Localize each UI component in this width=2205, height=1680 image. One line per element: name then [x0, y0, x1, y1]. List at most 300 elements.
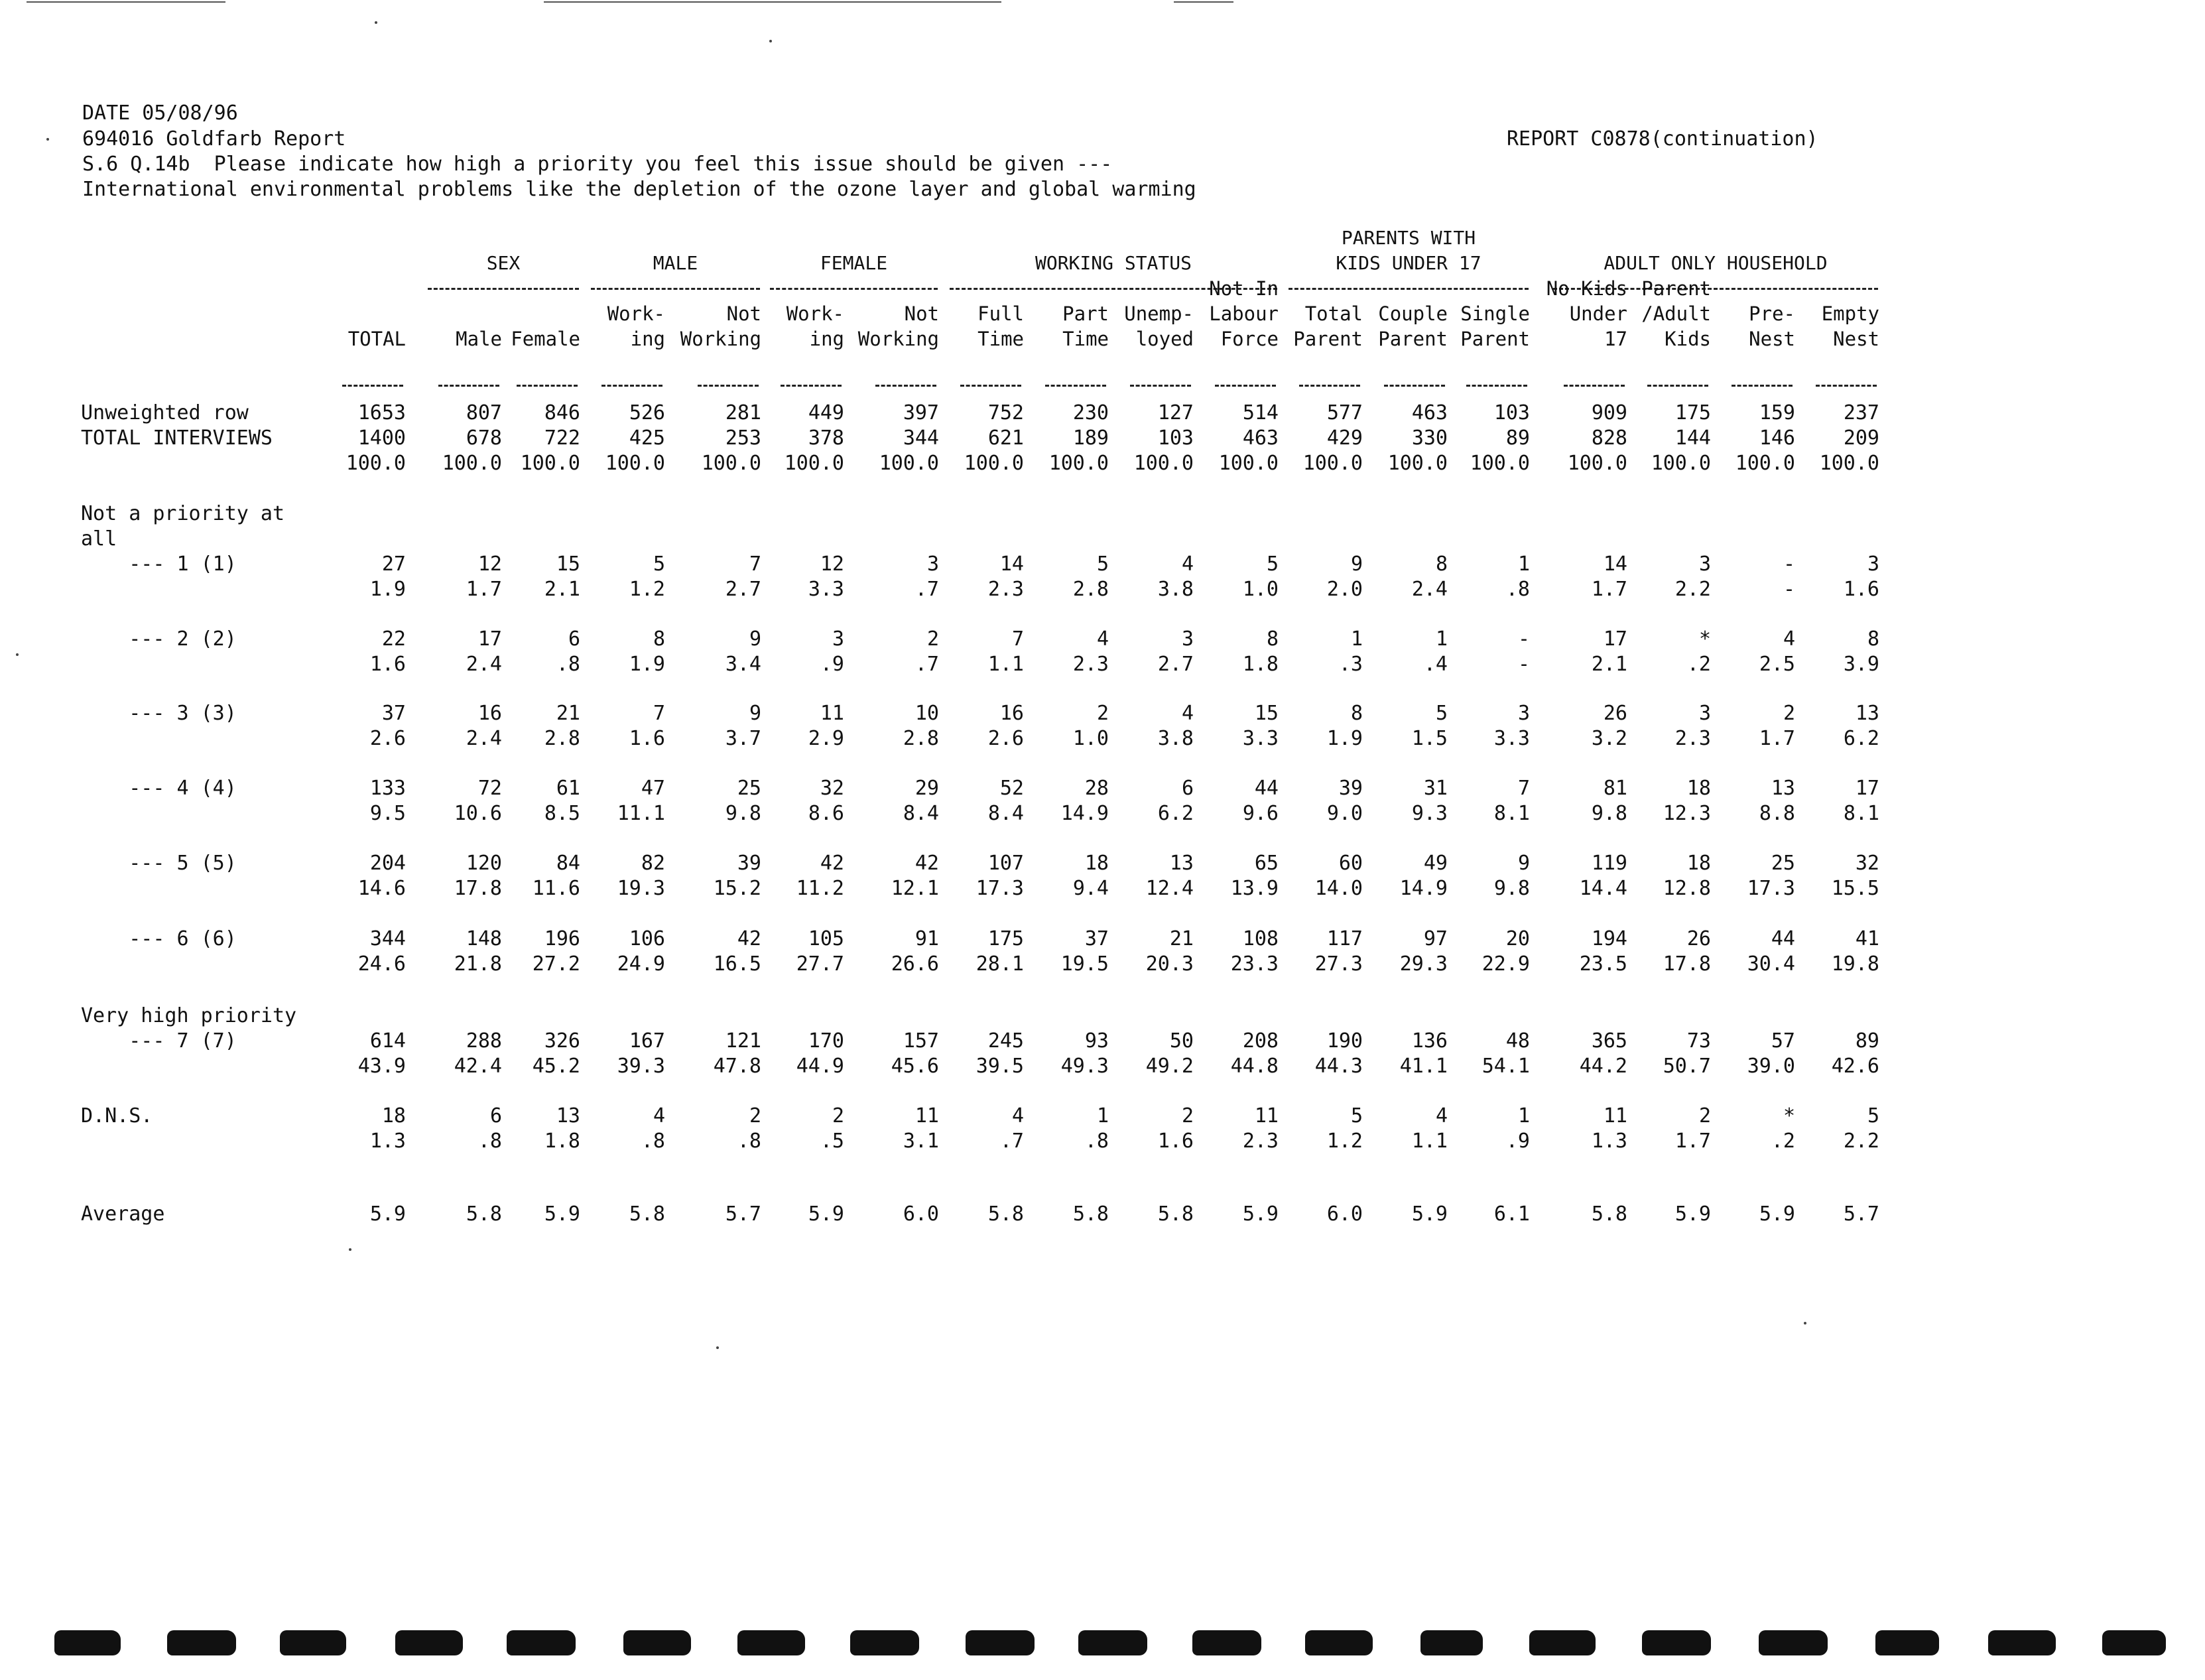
table-cell: 194	[1591, 927, 1627, 950]
column-header: Empty Nest	[1821, 302, 1879, 350]
table-cell: 449	[808, 401, 844, 424]
table-cell: 29	[914, 777, 939, 800]
scan-speck	[16, 653, 19, 656]
table-cell: 44.8	[1230, 1055, 1279, 1078]
row-label: Unweighted row	[81, 401, 249, 424]
table-cell: .3	[1338, 653, 1363, 676]
column-header: Work- ing	[607, 302, 665, 350]
table-cell: 23.5	[1579, 952, 1627, 976]
table-cell: 5.9	[1242, 1202, 1279, 1226]
table-cell: 1	[1517, 1104, 1530, 1128]
table-cell: 100.0	[1048, 452, 1109, 475]
table-cell: 3.1	[903, 1130, 939, 1153]
table-cell: 84	[556, 852, 580, 875]
row-label: Average	[81, 1202, 165, 1226]
table-cell: 1.8	[1242, 653, 1279, 676]
table-cell: 14	[999, 552, 1024, 576]
row-label: --- 6 (6)	[81, 927, 237, 950]
table-cell: 60	[1338, 852, 1363, 875]
table-cell: 31	[1423, 777, 1448, 800]
table-cell: 26	[1603, 702, 1627, 725]
table-cell: 1.5	[1411, 727, 1448, 750]
row-label: --- 4 (4)	[81, 777, 237, 800]
table-cell: 2	[1698, 1104, 1711, 1128]
table-cell: 44	[1254, 777, 1279, 800]
scan-blot	[1759, 1630, 1828, 1655]
table-cell: 288	[466, 1029, 502, 1053]
table-cell: -	[1783, 552, 1795, 576]
table-cell: 9	[1350, 552, 1363, 576]
table-cell: 28.1	[976, 952, 1024, 976]
table-cell: .7	[914, 653, 939, 676]
group-header: PARENTS WITH KIDS UNDER 17	[1336, 227, 1481, 274]
table-cell: 1653	[357, 401, 406, 424]
table-cell: 2.5	[1759, 653, 1795, 676]
table-cell: 49.2	[1145, 1055, 1194, 1078]
scan-speck	[46, 138, 49, 141]
table-cell: 49.3	[1060, 1055, 1109, 1078]
table-cell: 18	[1084, 852, 1109, 875]
table-cell: 1.8	[544, 1130, 580, 1153]
table-cell: 5	[1096, 552, 1109, 576]
table-cell: 20	[1505, 927, 1530, 950]
column-header: Part Time	[1062, 302, 1109, 350]
table-cell: 45.2	[532, 1055, 580, 1078]
table-cell: 11.6	[532, 877, 580, 900]
table-cell: 2.8	[544, 727, 580, 750]
table-cell: 6.0	[903, 1202, 939, 1226]
table-cell: 8.6	[808, 802, 844, 825]
scan-speck	[769, 40, 772, 42]
table-cell: 2.6	[987, 727, 1024, 750]
table-cell: 17	[1603, 627, 1627, 651]
table-cell: 100.0	[1218, 452, 1279, 475]
table-cell: 1.7	[1591, 578, 1627, 601]
table-cell: 1.7	[466, 578, 502, 601]
column-header: Not Working	[680, 302, 761, 350]
table-cell: .8	[1505, 578, 1530, 601]
column-header: Couple Parent	[1378, 302, 1448, 350]
table-cell: 37	[1084, 927, 1109, 950]
table-cell: 9.8	[725, 802, 761, 825]
table-cell: .9	[1505, 1130, 1530, 1153]
table-cell: 24.6	[357, 952, 406, 976]
table-cell: 2.4	[466, 653, 502, 676]
table-cell: 245	[987, 1029, 1024, 1053]
table-cell: 2.0	[1326, 578, 1363, 601]
scan-speck	[349, 1248, 351, 1251]
scan-line	[27, 1, 225, 3]
scan-blot	[737, 1630, 805, 1655]
table-cell: 237	[1843, 401, 1879, 424]
table-cell: 12.4	[1145, 877, 1194, 900]
table-cell: 106	[629, 927, 665, 950]
report-title: 694016 Goldfarb Report	[82, 127, 346, 151]
scan-speck	[716, 1346, 719, 1349]
table-cell: 107	[987, 852, 1024, 875]
table-cell: 5.9	[1411, 1202, 1448, 1226]
group-underline	[1289, 288, 1529, 290]
table-cell: 1.2	[629, 578, 665, 601]
scan-blot	[395, 1630, 463, 1655]
table-cell: .8	[477, 1130, 502, 1153]
table-cell: 722	[544, 426, 580, 450]
table-cell: 2.4	[1411, 578, 1448, 601]
table-cell: 3.8	[1157, 578, 1194, 601]
table-cell: 103	[1157, 426, 1194, 450]
table-cell: 11	[820, 702, 844, 725]
table-cell: 175	[987, 927, 1024, 950]
column-header: No Kids Under 17	[1546, 277, 1627, 350]
table-cell: 8.1	[1843, 802, 1879, 825]
table-cell: 105	[808, 927, 844, 950]
table-cell: 614	[369, 1029, 406, 1053]
row-label: Not a priority at	[81, 502, 285, 525]
table-cell: 5	[1350, 1104, 1363, 1128]
table-cell: 429	[1326, 426, 1363, 450]
table-cell: 1.7	[1759, 727, 1795, 750]
table-cell: 72	[477, 777, 502, 800]
column-header: Not Working	[857, 302, 939, 350]
column-header-underline	[1130, 385, 1191, 387]
table-cell: 1.3	[369, 1130, 406, 1153]
table-cell: 6.2	[1157, 802, 1194, 825]
table-cell: 2.1	[1591, 653, 1627, 676]
table-cell: 846	[544, 401, 580, 424]
column-header-underline	[1466, 385, 1527, 387]
group-header: SEX	[486, 252, 521, 274]
table-cell: 13.9	[1230, 877, 1279, 900]
table-cell: 47.8	[713, 1055, 761, 1078]
column-header: TOTAL	[347, 328, 406, 350]
table-cell: 3.8	[1157, 727, 1194, 750]
table-cell: 463	[1242, 426, 1279, 450]
table-cell: 117	[1326, 927, 1363, 950]
column-header-underline	[1732, 385, 1793, 387]
table-cell: 32	[1855, 852, 1879, 875]
scan-blot	[2102, 1630, 2166, 1655]
table-cell: 82	[641, 852, 665, 875]
table-cell: 4	[1435, 1104, 1448, 1128]
table-cell: 2	[1783, 702, 1795, 725]
table-cell: 9.3	[1411, 802, 1448, 825]
table-cell: 89	[1505, 426, 1530, 450]
table-cell: 57	[1771, 1029, 1795, 1053]
table-cell: 103	[1493, 401, 1530, 424]
table-cell: 52	[999, 777, 1024, 800]
table-cell: 5	[653, 552, 665, 576]
table-cell: 65	[1254, 852, 1279, 875]
table-cell: 3.9	[1843, 653, 1879, 676]
table-cell: 100.0	[1470, 452, 1530, 475]
table-cell: 14.6	[357, 877, 406, 900]
column-header-underline	[1299, 385, 1360, 387]
table-cell: 100.0	[879, 452, 939, 475]
table-cell: 12	[477, 552, 502, 576]
column-header-underline	[1647, 385, 1708, 387]
table-cell: 45.6	[891, 1055, 939, 1078]
table-cell: .8	[737, 1130, 761, 1153]
table-cell: *	[1783, 1104, 1795, 1128]
table-cell: 17.8	[454, 877, 502, 900]
table-cell: 89	[1855, 1029, 1879, 1053]
table-cell: 2	[1096, 702, 1109, 725]
table-cell: .7	[999, 1130, 1024, 1153]
table-cell: 42	[914, 852, 939, 875]
table-cell: 752	[987, 401, 1024, 424]
table-cell: 61	[556, 777, 580, 800]
table-cell: 5.8	[466, 1202, 502, 1226]
table-cell: 97	[1423, 927, 1448, 950]
table-cell: 175	[1674, 401, 1711, 424]
table-cell: 5	[1266, 552, 1279, 576]
table-cell: 9	[749, 627, 761, 651]
scan-blot	[54, 1630, 121, 1655]
group-underline	[770, 288, 938, 290]
table-cell: 5.7	[1843, 1202, 1879, 1226]
table-cell: 3	[1181, 627, 1194, 651]
table-cell: 17.8	[1663, 952, 1711, 976]
table-cell: 8.8	[1759, 802, 1795, 825]
row-label: --- 1 (1)	[81, 552, 237, 576]
table-cell: 10	[914, 702, 939, 725]
table-cell: .2	[1686, 653, 1711, 676]
table-cell: 47	[641, 777, 665, 800]
table-cell: 3.4	[725, 653, 761, 676]
table-cell: 19.3	[617, 877, 665, 900]
table-cell: 18	[1686, 777, 1711, 800]
table-cell: 5.9	[1674, 1202, 1711, 1226]
column-header: Pre- Nest	[1749, 302, 1795, 350]
table-cell: 29.3	[1399, 952, 1448, 976]
scan-blot	[507, 1630, 576, 1655]
table-cell: 121	[725, 1029, 761, 1053]
table-cell: 9.8	[1493, 877, 1530, 900]
table-cell: .9	[820, 653, 844, 676]
table-cell: 32	[820, 777, 844, 800]
table-cell: 8.4	[903, 802, 939, 825]
table-cell: 828	[1591, 426, 1627, 450]
scan-blot	[850, 1630, 919, 1655]
table-cell: 167	[629, 1029, 665, 1053]
row-label: --- 7 (7)	[81, 1029, 237, 1053]
scan-speck	[375, 21, 377, 24]
table-cell: 1	[1435, 627, 1448, 651]
table-cell: -	[1783, 578, 1795, 601]
table-cell: 4	[653, 1104, 665, 1128]
table-cell: 1	[1350, 627, 1363, 651]
table-cell: 15	[556, 552, 580, 576]
table-cell: 2.1	[544, 578, 580, 601]
table-cell: 100.0	[1302, 452, 1363, 475]
table-cell: 8	[1266, 627, 1279, 651]
table-cell: 344	[903, 426, 939, 450]
table-cell: 100.0	[520, 452, 580, 475]
table-cell: 3	[1698, 552, 1711, 576]
table-cell: 463	[1411, 401, 1448, 424]
column-header-underline	[1215, 385, 1276, 387]
table-cell: 22	[381, 627, 406, 651]
table-cell: 25	[1771, 852, 1795, 875]
table-cell: 54.1	[1481, 1055, 1530, 1078]
table-cell: 5.8	[629, 1202, 665, 1226]
table-cell: 5.8	[1072, 1202, 1109, 1226]
table-cell: 10.6	[454, 802, 502, 825]
table-cell: 1.0	[1072, 727, 1109, 750]
table-cell: 1.1	[1411, 1130, 1448, 1153]
row-label: Very high priority	[81, 1004, 297, 1027]
row-label: --- 3 (3)	[81, 702, 237, 725]
table-cell: 7	[749, 552, 761, 576]
table-cell: 2.2	[1674, 578, 1711, 601]
column-header-underline	[517, 385, 578, 387]
table-cell: 148	[466, 927, 502, 950]
column-header-underline	[601, 385, 662, 387]
report-date: DATE 05/08/96	[82, 101, 238, 125]
table-cell: 5.8	[1157, 1202, 1194, 1226]
scan-blot	[1529, 1630, 1596, 1655]
table-cell: 330	[1411, 426, 1448, 450]
table-cell: 425	[629, 426, 665, 450]
table-cell: .7	[914, 578, 939, 601]
table-cell: 4	[1096, 627, 1109, 651]
table-cell: 1	[1517, 552, 1530, 576]
table-cell: 4	[1181, 552, 1194, 576]
table-cell: 44	[1771, 927, 1795, 950]
table-cell: 9	[749, 702, 761, 725]
table-cell: 253	[725, 426, 761, 450]
table-cell: 7	[1011, 627, 1024, 651]
table-cell: 146	[1759, 426, 1795, 450]
table-cell: 17	[1855, 777, 1879, 800]
table-cell: 6.1	[1493, 1202, 1530, 1226]
scan-blot	[623, 1630, 691, 1655]
table-cell: 1	[1096, 1104, 1109, 1128]
table-cell: 42.4	[454, 1055, 502, 1078]
table-cell: 2	[832, 1104, 844, 1128]
table-cell: 120	[466, 852, 502, 875]
table-cell: 3	[832, 627, 844, 651]
table-cell: 6.0	[1326, 1202, 1363, 1226]
table-cell: 14.9	[1060, 802, 1109, 825]
table-cell: 7	[653, 702, 665, 725]
table-cell: 81	[1603, 777, 1627, 800]
table-cell: 2.6	[369, 727, 406, 750]
table-cell: 108	[1242, 927, 1279, 950]
table-cell: 100.0	[964, 452, 1024, 475]
table-cell: 11	[914, 1104, 939, 1128]
table-cell: 18	[381, 1104, 406, 1128]
table-cell: 5.9	[808, 1202, 844, 1226]
column-header: Parent /Adult Kids	[1641, 277, 1711, 350]
table-cell: 3.3	[1242, 727, 1279, 750]
scan-blot	[280, 1630, 346, 1655]
table-cell: 8	[1867, 627, 1879, 651]
table-cell: -	[1517, 653, 1530, 676]
table-cell: 14	[1603, 552, 1627, 576]
group-underline	[428, 288, 579, 290]
table-cell: 3.2	[1591, 727, 1627, 750]
table-cell: 2.9	[808, 727, 844, 750]
table-cell: 11	[1254, 1104, 1279, 1128]
table-cell: 21	[556, 702, 580, 725]
table-cell: 25	[737, 777, 761, 800]
table-cell: 230	[1072, 401, 1109, 424]
table-cell: 8.4	[987, 802, 1024, 825]
column-header-underline	[781, 385, 842, 387]
table-cell: 12	[820, 552, 844, 576]
table-cell: 157	[903, 1029, 939, 1053]
table-cell: 28	[1084, 777, 1109, 800]
table-cell: 514	[1242, 401, 1279, 424]
table-cell: 11	[1603, 1104, 1627, 1128]
table-cell: .2	[1771, 1130, 1795, 1153]
table-cell: 14.9	[1399, 877, 1448, 900]
table-cell: 39.0	[1747, 1055, 1795, 1078]
table-cell: 204	[369, 852, 406, 875]
table-cell: 37	[381, 702, 406, 725]
table-cell: 5.8	[987, 1202, 1024, 1226]
table-cell: 209	[1843, 426, 1879, 450]
table-cell: 2.3	[1072, 653, 1109, 676]
table-cell: 13	[1771, 777, 1795, 800]
table-cell: 9.5	[369, 802, 406, 825]
table-cell: 27	[381, 552, 406, 576]
table-cell: 73	[1686, 1029, 1711, 1053]
table-cell: 100.0	[605, 452, 665, 475]
table-cell: 8	[1350, 702, 1363, 725]
scan-line	[544, 1, 1001, 3]
table-cell: -	[1517, 627, 1530, 651]
table-cell: 2.8	[1072, 578, 1109, 601]
table-cell: 12.1	[891, 877, 939, 900]
table-cell: 5.9	[1759, 1202, 1795, 1226]
table-cell: 4	[1011, 1104, 1024, 1128]
table-cell: 100.0	[1819, 452, 1879, 475]
scan-speck	[1804, 1322, 1806, 1325]
row-label: all	[81, 527, 117, 550]
table-cell: 7	[1517, 777, 1530, 800]
table-cell: 50.7	[1663, 1055, 1711, 1078]
table-cell: 281	[725, 401, 761, 424]
table-cell: 5.8	[1591, 1202, 1627, 1226]
table-cell: 3	[1517, 702, 1530, 725]
group-underline	[591, 288, 760, 290]
table-cell: 1.9	[1326, 727, 1363, 750]
column-header: Work- ing	[786, 302, 844, 350]
table-cell: 9.6	[1242, 802, 1279, 825]
column-header-underline	[698, 385, 759, 387]
table-cell: 3	[926, 552, 939, 576]
row-label: --- 5 (5)	[81, 852, 237, 875]
table-cell: 5.9	[544, 1202, 580, 1226]
scan-blot	[966, 1630, 1035, 1655]
table-cell: 16.5	[713, 952, 761, 976]
table-cell: 100.0	[442, 452, 502, 475]
table-cell: 19.8	[1831, 952, 1879, 976]
table-cell: 13	[1169, 852, 1194, 875]
table-cell: 3	[1698, 702, 1711, 725]
table-cell: 50	[1169, 1029, 1194, 1053]
table-cell: 397	[903, 401, 939, 424]
table-cell: 12.8	[1663, 877, 1711, 900]
table-cell: 44.2	[1579, 1055, 1627, 1078]
table-cell: 30.4	[1747, 952, 1795, 976]
table-cell: 100.0	[1567, 452, 1627, 475]
table-cell: 1.0	[1242, 578, 1279, 601]
table-cell: 909	[1591, 401, 1627, 424]
table-cell: 3.3	[1493, 727, 1530, 750]
